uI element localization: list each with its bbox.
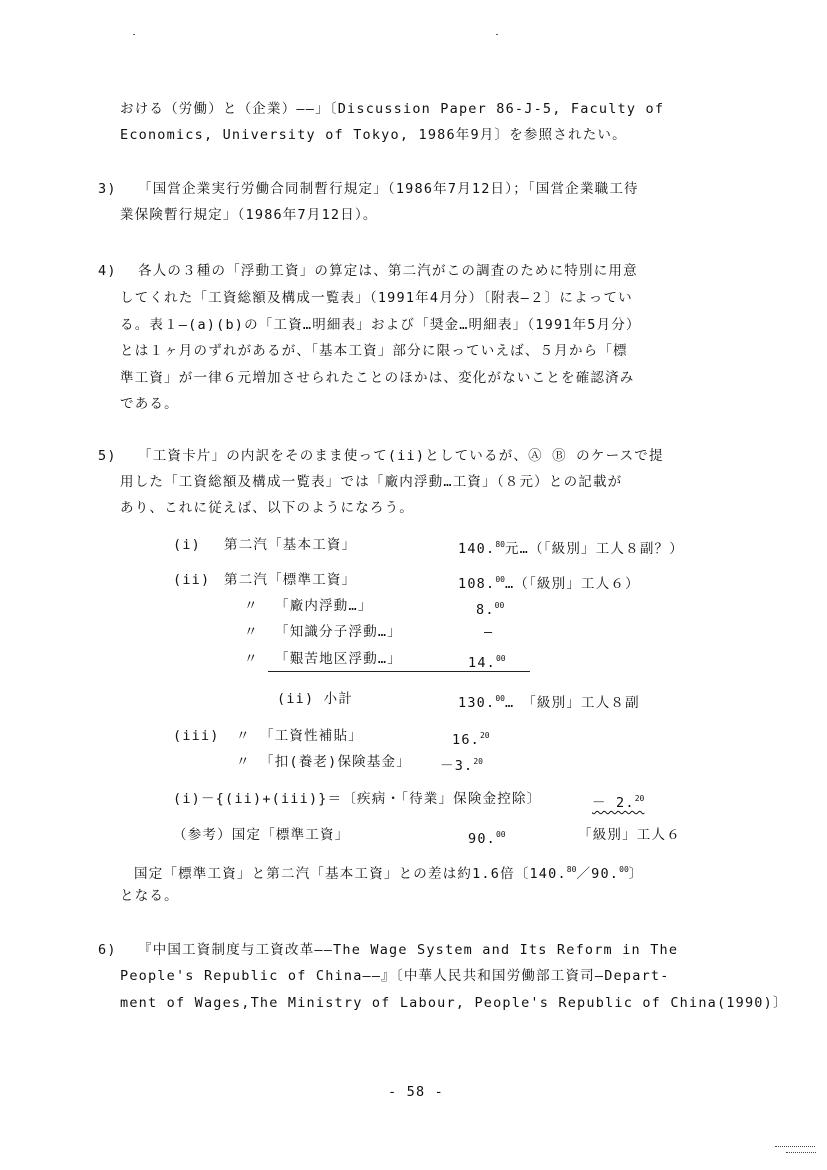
row-value: 130.00… 「級別」工人８副 [458, 694, 640, 711]
row-label: (iii) [173, 728, 220, 744]
continuation-line-2: Economics, University of Tokyo, 1986年9月〕を参照されたい。 [120, 127, 627, 143]
row-value: ― [484, 624, 494, 640]
note-5-number: 5) [98, 448, 117, 464]
row-label: (ii) [173, 572, 211, 588]
note-4-line: してくれた「工資総額及構成一覧表」（1991年4月分）〔附表―２〕によってい [120, 290, 633, 306]
row-item: 「工資性補貼」 [260, 728, 363, 744]
row-item: 第二汽「標準工資」 [224, 572, 357, 588]
row-value: 90.00 [468, 830, 506, 847]
row-label: (i) [173, 537, 201, 553]
row-item: 「艱苦地区浮動…」 [275, 651, 402, 667]
row-value: 16.20 [452, 731, 490, 748]
subtotal-rule [268, 671, 530, 672]
note-5-summary-line-1: 国定「標準工資」と第二汽「基本工資」との差は約1.6倍〔140.80／90.00〕 [134, 865, 644, 882]
row-value: － 2.20 [592, 794, 645, 811]
note-5-summary-line-2: となる。 [120, 888, 179, 904]
note-4-line: 準工資」が一律６元増加させられたことのほかは、変化がないことを確認済み [120, 370, 635, 386]
ditto-mark: 〃 [236, 728, 251, 744]
ditto-mark: 〃 [236, 754, 251, 770]
row-value: 14.00 [468, 654, 506, 671]
row-item: 「廠内浮動…」 [275, 598, 373, 614]
note-4-number: 4) [98, 263, 117, 279]
formula: (i)－{(ii)+(iii)}＝〔疾病・「待業」保険金控除〕 [173, 791, 542, 807]
ditto-mark: 〃 [244, 624, 259, 640]
note-3-number: 3) [98, 181, 117, 197]
note-5-line: 用した「工資総額及構成一覧表」では「廠内浮動…工資」（８元）との記載が [120, 474, 623, 490]
row-note: 「級別」工人６ [578, 827, 681, 843]
scan-mark [775, 1146, 815, 1147]
row-label: （参考）国定「標準工資」 [173, 827, 350, 843]
page-number: - 58 - [388, 1084, 444, 1100]
ditto-mark: 〃 [244, 651, 259, 667]
note-5-line: 「工資卡片」の内訳をそのまま使って(ii)としているが、Ⓐ Ⓑ のケースで提 [138, 448, 664, 464]
continuation-line-1: おける（労働）と（企業）――」〔Discussion Paper 86-J-5, Faculty of [120, 101, 665, 117]
scan-speck [133, 34, 135, 35]
note-3-line-2: 業保険暫行規定」（1986年7月12日）。 [120, 207, 378, 223]
row-value: 108.00…（「級別」工人６） [458, 575, 640, 592]
row-item: 「扣(養老)保険基金」 [260, 754, 411, 770]
note-4-line: とは１ヶ月のずれがあるが、「基本工資」部分に限っていえば、５月から「標 [120, 343, 628, 359]
ditto-mark: 〃 [244, 598, 259, 614]
note-3-line-1: 「国営企業実行労働合同制暫行規定」（1986年7月12日）；「国営企業職工待 [138, 181, 639, 197]
row-value: 8.00 [476, 601, 505, 618]
note-6-number: 6) [98, 942, 117, 958]
row-value: 140.80元…（「級別」工人８副？） [458, 540, 684, 557]
note-5-line: あり、これに従えば、以下のようになろう。 [120, 500, 414, 516]
note-6-line-1: 『中国工資制度与工資改革――The Wage System and Its Reform in The [138, 942, 679, 958]
note-4-line: る。表１―(a)(b)の「工資…明細表」および「奨金…明細表」（1991年5月分） [120, 317, 641, 333]
row-value: －3.20 [440, 757, 483, 774]
note-4-line: 各人の３種の「浮動工資」の算定は、第二汽がこの調査のために特別に用意 [138, 263, 638, 279]
row-label: (ii) 小計 [277, 691, 354, 707]
row-item: 「知識分子浮動…」 [275, 624, 402, 640]
note-6-line-3: ment of Wages,The Ministry of Labour, People's Republic of China(1990)〕 [120, 995, 788, 1011]
scan-mark [786, 1152, 816, 1153]
note-6-line-2: People's Republic of China――』〔中華人民共和国労働部工資司―Depart- [120, 968, 670, 984]
row-item: 第二汽「基本工資」 [224, 537, 357, 553]
scan-speck [496, 34, 498, 35]
note-4-line: である。 [120, 396, 179, 412]
